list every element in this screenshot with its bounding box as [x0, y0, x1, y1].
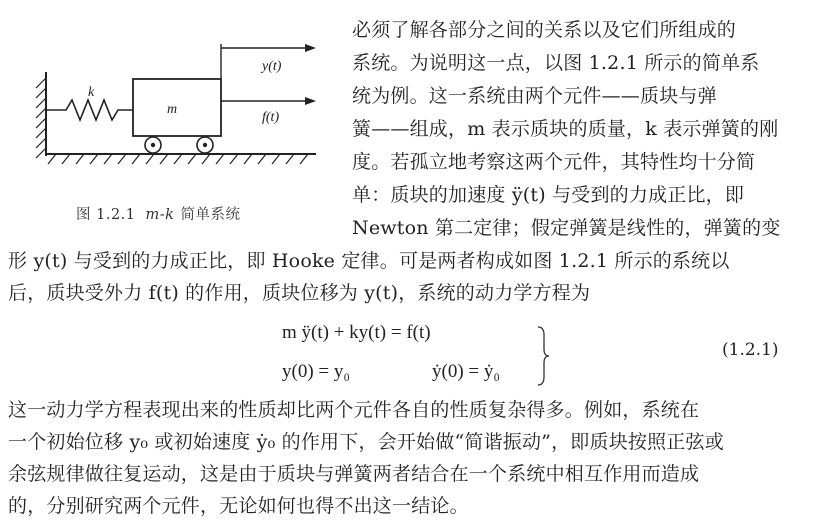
- wheels: [145, 137, 213, 153]
- figure-caption: [76, 203, 316, 224]
- spring-zigzag: [46, 100, 133, 120]
- text-line: 形 y(t) 与受到的力成正比，即 Hooke 定律。可是两者构成如图 1.2.1 所示的系统以: [8, 250, 730, 272]
- caption-number: 图 1.2.1: [76, 207, 136, 223]
- text-line: 的，分别研究两个元件，无论如何也得不出这一结论。: [8, 495, 469, 517]
- ground-hatching: [48, 154, 308, 164]
- force-arrowhead: [305, 97, 316, 105]
- displacement-arrowhead: [305, 44, 316, 52]
- mass-label-m: m: [167, 102, 178, 117]
- equation-initial-displacement: y(0) = y₀: [282, 361, 350, 382]
- text-line: 后，质块受外力 f(t) 的作用，质块位移为 y(t)，系统的动力学方程为: [8, 282, 591, 304]
- text-line: 余弦规律做往复运动，这是由于质块与弹簧两者结合在一个系统中相互作用而造成: [8, 463, 700, 485]
- force-label: f(t): [262, 110, 280, 125]
- text-line: 度。若孤立地考察这两个元件，其特性均十分简: [352, 151, 756, 173]
- text-line: 必须了解各部分之间的关系以及它们所组成的: [352, 19, 737, 41]
- text-line: 系统。为说明这一点，以图 1.2.1 所示的简单系: [352, 52, 760, 74]
- text-line: 簧——组成，m 表示质块的质量，k 表示弹簧的刚: [352, 118, 779, 140]
- equation-number: (1.2.1): [722, 340, 779, 360]
- text-line: 一个初始位移 y₀ 或初始速度 ẏ₀ 的作用下，会开始做“简谐振动”，即质块按照正弦或: [8, 431, 724, 453]
- displacement-label: y(t): [262, 59, 282, 74]
- text-line: 这一动力学方程表现出来的性质却比两个元件各自的性质复杂得多。例如，系统在: [8, 399, 700, 421]
- spring-label-k: k: [88, 85, 95, 100]
- mass-spring-figure: [0, 0, 345, 240]
- wall-hatching: [36, 78, 46, 158]
- equation-initial-velocity: ẏ(0) = ẏ₀: [432, 361, 500, 382]
- caption-symbol: m-k: [145, 207, 175, 223]
- text-line: 单：质块的加速度 ÿ(t) 与受到的力成正比，即: [352, 184, 745, 206]
- right-brace: [536, 325, 550, 387]
- text-line: Newton 第二定律；假定弹簧是线性的，弹簧的变: [352, 217, 781, 239]
- text-line: 统为例。这一系统由两个元件——质块与弹: [352, 85, 717, 107]
- caption-text: 简单系统: [180, 207, 241, 223]
- equation-motion: m ÿ(t) + ky(t) = f(t): [282, 322, 431, 343]
- mass-spring-diagram: [0, 0, 345, 200]
